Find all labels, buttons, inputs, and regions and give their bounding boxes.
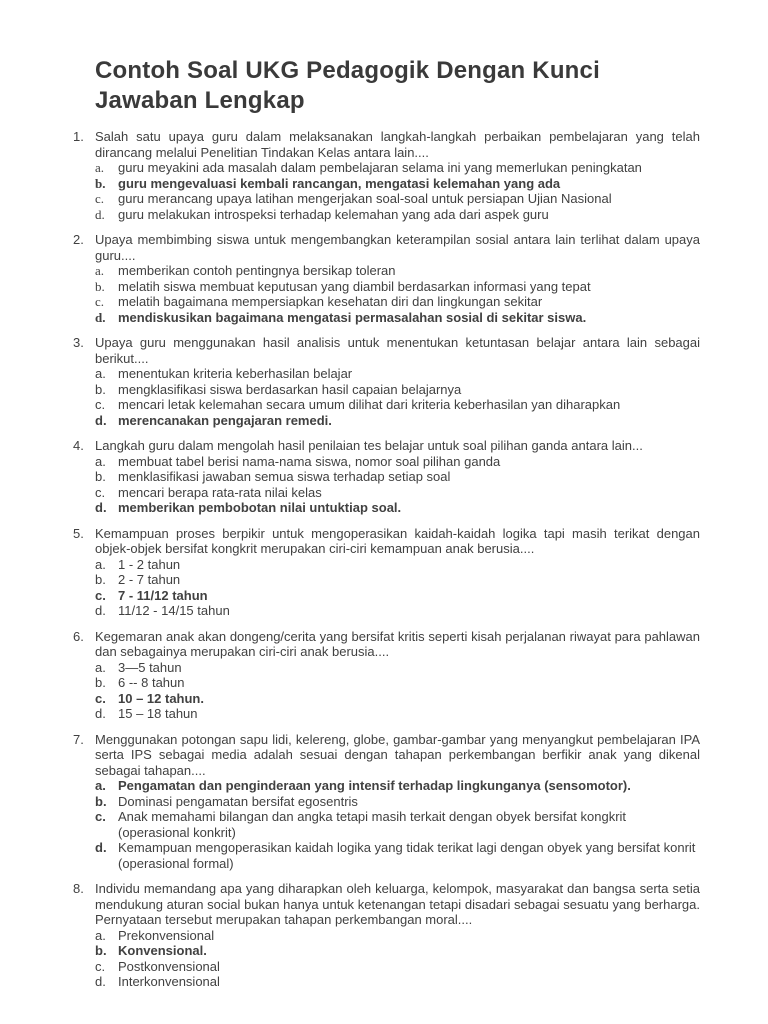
- question-number: 5.: [73, 525, 84, 541]
- options-list: [95, 366, 700, 428]
- answer-option: [95, 603, 700, 619]
- option-text: 1 - 2 tahun: [118, 556, 181, 572]
- option-letter: a.: [95, 160, 105, 175]
- option-text: melatih bagaimana mempersiapkan kesehatan diri dan lingkungan sekitar: [118, 294, 543, 309]
- answer-option: [95, 413, 700, 429]
- question-row: [73, 629, 700, 660]
- document-title-line-1: Contoh Soal UKG Pedagogik Dengan Kunci: [95, 57, 600, 84]
- options-list: [95, 928, 700, 990]
- option-letter: b.: [95, 793, 107, 809]
- question-row: [73, 881, 700, 928]
- option-letter: a.: [95, 556, 106, 572]
- answer-option: [95, 778, 700, 794]
- question-number: 6.: [73, 628, 84, 644]
- question-block-1: [73, 129, 700, 222]
- option-text: Anak memahami bilangan dan angka tetapi masih terkait dengan obyek bersifat kongkrit (operasional konkrit): [118, 809, 627, 840]
- option-text: 11/12 - 14/15 tahun: [118, 603, 230, 618]
- option-text: 2 - 7 tahun: [118, 572, 181, 587]
- options-list: [95, 778, 700, 871]
- answer-option: [95, 675, 700, 691]
- answer-option: [95, 572, 700, 588]
- question-text: Salah satu upaya guru dalam melaksanakan langkah-langkah perbaikan pembelajaran yang telah dirancang melalui Penelitian Tindakan Kelas antara lain....: [95, 129, 700, 160]
- question-list: [73, 129, 700, 990]
- question-text: Upaya membimbing siswa untuk mengembangkan keterampilan sosial antara lain terlihat dalam upaya guru....: [95, 232, 700, 263]
- answer-option: [95, 840, 700, 871]
- option-letter: a.: [95, 263, 105, 278]
- question-number: 3.: [73, 335, 84, 350]
- answer-option: [95, 397, 700, 413]
- answer-option: [95, 974, 700, 990]
- option-letter: d.: [95, 206, 105, 222]
- options-list: [95, 557, 700, 619]
- option-text: mengklasifikasi siswa berdasarkan hasil capaian belajarnya: [118, 381, 462, 397]
- option-letter: a.: [95, 366, 106, 381]
- option-letter: c.: [95, 397, 106, 412]
- question-text: Menggunakan potongan sapu lidi, kelereng, globe, gambar-gambar yang menyangkut pembelajaran IPA serta IPS sebagai media adalah sesuai dengan tahapan perkembangan berfikir anak yang dikenal sebagai tahapan....: [95, 731, 700, 778]
- question-block-4: [73, 438, 700, 516]
- question-number: 8.: [73, 881, 84, 896]
- answer-option: [95, 176, 700, 192]
- option-text: memberikan pembobotan nilai untuktiap soal.: [118, 500, 402, 515]
- option-letter: b.: [95, 572, 106, 587]
- question-block-7: [73, 732, 700, 872]
- answer-option: [95, 454, 700, 470]
- answer-option: [95, 263, 700, 279]
- question-block-3: [73, 335, 700, 428]
- option-text: Pengamatan dan penginderaan yang intensif terhadap lingkunganya (sensomotor).: [118, 778, 631, 793]
- option-text: 10 – 12 tahun.: [118, 690, 204, 706]
- answer-option: [95, 191, 700, 207]
- answer-option: [95, 279, 700, 295]
- question-number: 4.: [73, 438, 84, 453]
- option-letter: c.: [95, 191, 105, 206]
- answer-option: [95, 310, 700, 326]
- option-text: guru meyakini ada masalah dalam pembelajaran selama ini yang memerlukan peningkatan: [118, 160, 642, 175]
- option-letter: a.: [95, 453, 106, 469]
- option-letter: b.: [95, 278, 105, 294]
- option-letter: b.: [95, 469, 106, 484]
- option-text: Kemampuan mengoperasikan kaidah logika yang tidak terikat lagi dengan obyek yang bersifat konrit (operasional formal): [118, 840, 696, 871]
- answer-option: [95, 366, 700, 382]
- option-text: memberikan contoh pentingnya bersikap toleran: [118, 263, 396, 278]
- question-row: [73, 129, 700, 160]
- option-letter: a.: [95, 659, 106, 675]
- answer-option: [95, 557, 700, 573]
- question-row: [73, 438, 700, 454]
- answer-option: [95, 469, 700, 485]
- option-letter: b.: [95, 381, 106, 397]
- option-letter: d.: [95, 706, 106, 721]
- option-letter: d.: [95, 840, 107, 855]
- option-text: Interkonvensional: [118, 974, 220, 989]
- option-text: mencari letak kelemahan secara umum dilihat dari kriteria keberhasilan yan diharapkan: [118, 397, 621, 412]
- document-title: [95, 56, 700, 116]
- answer-option: [95, 294, 700, 310]
- answer-option: [95, 207, 700, 223]
- option-text: mencari berapa rata-rata nilai kelas: [118, 484, 322, 500]
- option-text: Postkonvensional: [118, 958, 220, 974]
- options-list: [95, 160, 700, 222]
- option-letter: c.: [95, 958, 106, 974]
- question-block-6: [73, 629, 700, 722]
- option-text: merencanakan pengajaran remedi.: [118, 412, 332, 428]
- answer-option: [95, 928, 700, 944]
- answer-option: [95, 706, 700, 722]
- option-letter: a.: [95, 927, 106, 943]
- question-number: 1.: [73, 129, 84, 144]
- options-list: [95, 660, 700, 722]
- question-block-2: [73, 232, 700, 325]
- question-block-8: [73, 881, 700, 990]
- document-title-line-2: Jawaban Lengkap: [95, 87, 305, 114]
- option-text: guru melakukan introspeksi terhadap kelemahan yang ada dari aspek guru: [118, 206, 549, 222]
- question-number: 7.: [73, 731, 84, 747]
- answer-option: [95, 959, 700, 975]
- question-text: Upaya guru menggunakan hasil analisis untuk menentukan ketuntasan belajar antara lain sebagai berikut....: [95, 335, 700, 366]
- question-number: 2.: [73, 232, 84, 247]
- option-letter: c.: [95, 484, 106, 500]
- option-letter: b.: [95, 943, 107, 958]
- question-row: [73, 526, 700, 557]
- question-row: [73, 732, 700, 779]
- question-text: Kemampuan proses berpikir untuk mengoperasikan kaidah-kaidah logika tapi masih terikat dengan objek-objek bersifat kongkrit merupakan ciri-ciri kemampuan anak berusia....: [95, 525, 700, 556]
- answer-option: [95, 160, 700, 176]
- option-letter: c.: [95, 294, 105, 309]
- option-letter: c.: [95, 809, 106, 824]
- option-letter: d.: [95, 309, 106, 325]
- options-list: [95, 263, 700, 325]
- option-text: 15 – 18 tahun: [118, 706, 198, 721]
- answer-option: [95, 500, 700, 516]
- option-text: Konvensional.: [118, 943, 207, 958]
- option-letter: d.: [95, 412, 107, 428]
- options-list: [95, 454, 700, 516]
- question-row: [73, 232, 700, 263]
- question-row: [73, 335, 700, 366]
- answer-option: [95, 660, 700, 676]
- option-letter: b.: [95, 675, 106, 690]
- answer-option: [95, 943, 700, 959]
- option-letter: d.: [95, 500, 107, 515]
- question-text: Individu memandang apa yang diharapkan oleh keluarga, kelompok, masyarakat dan bangsa serta setia mendukung aturan social bukan hanya untuk ketenangan tetapi disadari sebagai sesuatu yang berharga. Pernyataan tersebut merupakan tahapan perkembangan moral....: [95, 881, 700, 927]
- option-text: 3—5 tahun: [118, 659, 182, 675]
- answer-option: [95, 809, 700, 840]
- answer-option: [95, 588, 700, 604]
- answer-option: [95, 691, 700, 707]
- option-text: mendiskusikan bagaimana mengatasi permasalahan sosial di sekitar siswa.: [118, 309, 587, 325]
- answer-option: [95, 485, 700, 501]
- option-text: menentukan kriteria keberhasilan belajar: [118, 366, 353, 381]
- question-text: Kegemaran anak akan dongeng/cerita yang bersifat kritis seperti kisah perjalanan riwayat para pahlawan dan sebagainya merupakan ciri-ciri anak berusia....: [95, 628, 700, 659]
- option-text: Prekonvensional: [118, 927, 215, 943]
- option-text: menklasifikasi jawaban semua siswa terhadap setiap soal: [118, 469, 451, 484]
- option-text: membuat tabel berisi nama-nama siswa, nomor soal pilihan ganda: [118, 453, 501, 469]
- option-letter: d.: [95, 974, 106, 989]
- question-block-5: [73, 526, 700, 619]
- question-text: Langkah guru dalam mengolah hasil penilaian tes belajar untuk soal pilihan ganda antara lain...: [95, 438, 643, 453]
- answer-option: [95, 794, 700, 810]
- option-letter: c.: [95, 587, 106, 603]
- option-letter: a.: [95, 778, 106, 793]
- option-text: 6 -- 8 tahun: [118, 675, 185, 690]
- option-text: Dominasi pengamatan bersifat egosentris: [118, 793, 358, 809]
- option-text: 7 - 11/12 tahun: [118, 587, 208, 603]
- option-text: guru mengevaluasi kembali rancangan, mengatasi kelemahan yang ada: [118, 175, 561, 191]
- answer-option: [95, 382, 700, 398]
- option-text: melatih siswa membuat keputusan yang diambil berdasarkan informasi yang tepat: [118, 278, 591, 294]
- option-text: guru merancang upaya latihan mengerjakan soal-soal untuk persiapan Ujian Nasional: [118, 191, 612, 206]
- option-letter: b.: [95, 175, 106, 191]
- option-letter: d.: [95, 603, 106, 618]
- option-letter: c.: [95, 690, 106, 706]
